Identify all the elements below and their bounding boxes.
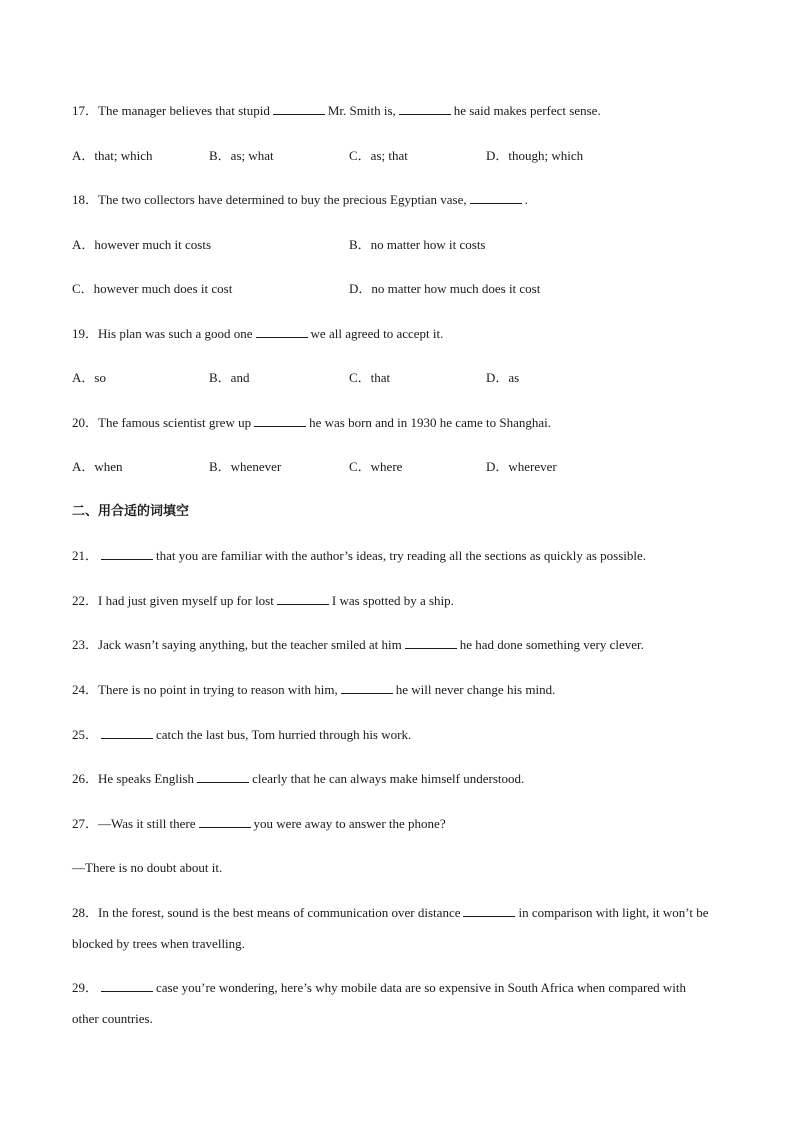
option-d[interactable]: D．no matter how much does it cost — [349, 281, 541, 296]
question-24 — [72, 682, 555, 698]
option-a[interactable]: A．that; which — [72, 148, 153, 163]
question-29 — [72, 972, 712, 1034]
question-text: you were away to answer the phone? — [253, 816, 446, 831]
question-number: 20． — [72, 415, 99, 430]
question-number: 17． — [72, 103, 99, 118]
question-number: 23． — [72, 637, 99, 652]
option-a[interactable]: A．however much it costs — [72, 237, 212, 252]
question-text: that you are familiar with the author’s ideas, try reading all the sections as quickly as possible. — [156, 548, 647, 563]
question-27-reply: —There is no doubt about it. — [72, 860, 223, 875]
question-18 — [72, 192, 528, 208]
question-text: we all agreed to accept it. — [310, 326, 444, 341]
option-b[interactable]: B．whenever — [209, 459, 282, 474]
question-17 — [72, 103, 601, 119]
answer-blank[interactable] — [256, 326, 308, 338]
answer-blank[interactable] — [101, 727, 153, 739]
question-text: . — [524, 192, 528, 207]
question-25 — [72, 727, 411, 743]
question-text: clearly that he can always make himself understood. — [252, 771, 525, 786]
question-number: 29． — [72, 980, 99, 995]
question-number: 24． — [72, 682, 99, 697]
question-23 — [72, 637, 644, 653]
question-text: Jack wasn’t saying anything, but the teacher smiled at him — [98, 637, 402, 652]
answer-blank[interactable] — [399, 103, 451, 115]
option-c[interactable]: C．where — [349, 459, 403, 474]
question-21 — [72, 548, 646, 564]
option-d[interactable]: D．wherever — [486, 459, 557, 474]
answer-blank[interactable] — [277, 593, 329, 605]
option-b[interactable]: B．and — [209, 370, 250, 385]
question-text: There is no point in trying to reason with him, — [98, 682, 338, 697]
answer-blank[interactable] — [463, 905, 515, 917]
question-text: he had done something very clever. — [459, 637, 644, 652]
answer-blank[interactable] — [254, 415, 306, 427]
question-text: He speaks English — [98, 771, 195, 786]
question-text: In the forest, sound is the best means of communication over distance — [98, 905, 461, 920]
answer-blank[interactable] — [101, 548, 153, 560]
question-text: His plan was such a good one — [98, 326, 253, 341]
question-19 — [72, 326, 443, 342]
question-number: 27． — [72, 816, 99, 831]
option-b[interactable]: B．as; what — [209, 148, 274, 163]
option-d[interactable]: D．though; which — [486, 148, 584, 163]
answer-blank[interactable] — [405, 637, 457, 649]
question-20 — [72, 415, 551, 431]
option-a[interactable]: A．when — [72, 459, 123, 474]
question-text: he was born and in 1930 he came to Shanghai. — [309, 415, 551, 430]
question-number: 18． — [72, 192, 99, 207]
option-d[interactable]: D．as — [486, 370, 520, 385]
answer-blank[interactable] — [273, 103, 325, 115]
answer-blank[interactable] — [470, 192, 522, 204]
question-text: —Was it still there — [98, 816, 196, 831]
section-heading: 二、用合适的词填空 — [72, 504, 190, 519]
answer-blank[interactable] — [199, 816, 251, 828]
option-c[interactable]: C．however much does it cost — [72, 281, 233, 296]
question-text: in comparison with light, it won’t be blocked by trees when travelling. — [72, 905, 709, 951]
question-text: catch the last bus, Tom hurried through his work. — [156, 727, 412, 742]
question-text: Mr. Smith is, — [327, 103, 396, 118]
question-27 — [72, 816, 446, 832]
answer-blank[interactable] — [101, 980, 153, 992]
question-number: 19． — [72, 326, 99, 341]
question-text: he will never change his mind. — [395, 682, 556, 697]
question-28 — [72, 897, 712, 959]
question-text: The manager believes that stupid — [98, 103, 270, 118]
question-number: 26． — [72, 771, 99, 786]
answer-blank[interactable] — [341, 682, 393, 694]
question-text: case you’re wondering, here’s why mobile data are so expensive in South Africa when compared with other countries. — [72, 980, 686, 1026]
question-text: The famous scientist grew up — [98, 415, 252, 430]
option-c[interactable]: C．that — [349, 370, 391, 385]
answer-blank[interactable] — [197, 771, 249, 783]
option-c[interactable]: C．as; that — [349, 148, 408, 163]
question-text: he said makes perfect sense. — [453, 103, 601, 118]
question-number: 25． — [72, 727, 99, 742]
question-text: I was spotted by a ship. — [331, 593, 454, 608]
question-text: The two collectors have determined to buy the precious Egyptian vase, — [98, 192, 467, 207]
question-number: 21． — [72, 548, 99, 563]
question-26 — [72, 771, 524, 787]
option-b[interactable]: B．no matter how it costs — [349, 237, 486, 252]
question-number: 22． — [72, 593, 99, 608]
option-a[interactable]: A．so — [72, 370, 106, 385]
question-text: I had just given myself up for lost — [98, 593, 274, 608]
question-22 — [72, 593, 454, 609]
question-number: 28． — [72, 905, 99, 920]
